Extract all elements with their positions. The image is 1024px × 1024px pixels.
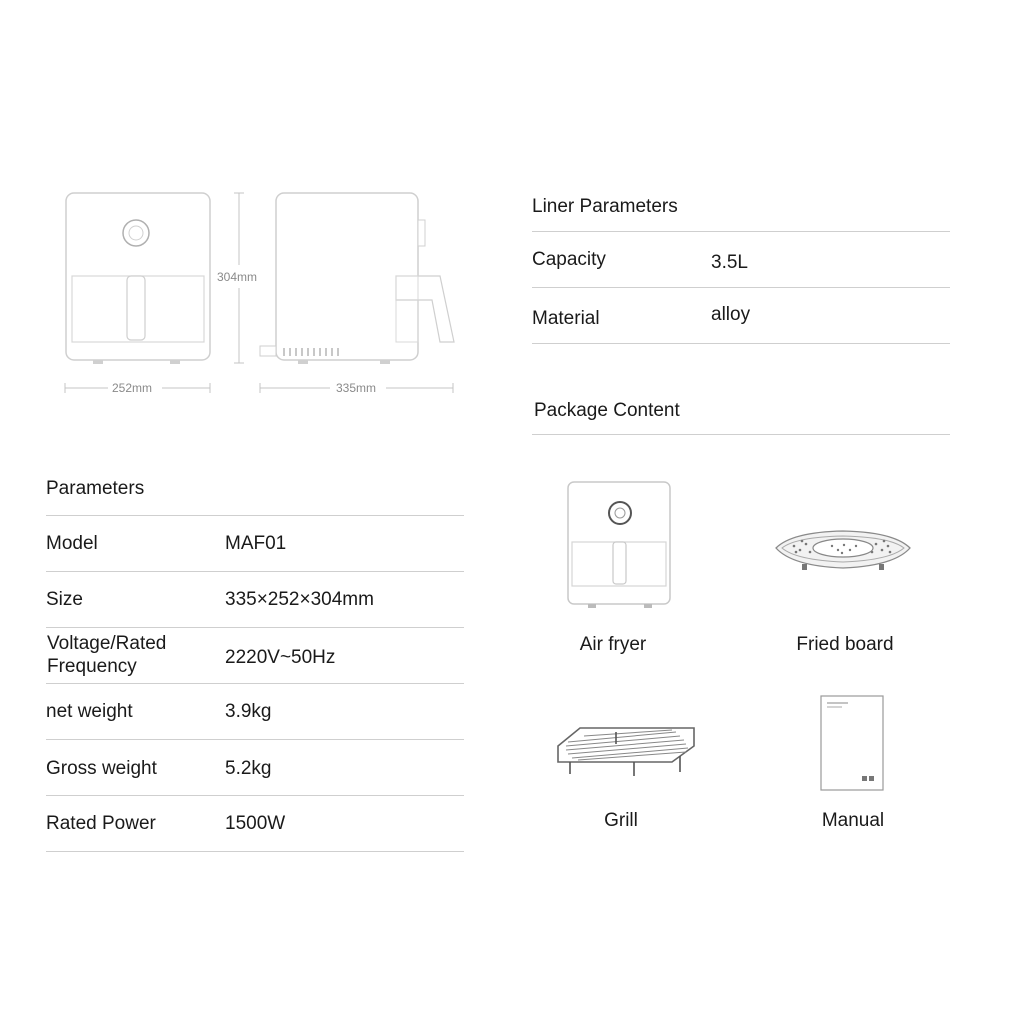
package-item-manual-label: Manual <box>821 810 885 831</box>
divider <box>46 515 464 516</box>
liner-value-capacity: 3.5L <box>711 252 748 273</box>
air-fryer-icon <box>560 476 680 610</box>
param-label-model: Model <box>46 533 98 554</box>
grill-icon <box>554 724 698 780</box>
liner-label-material: Material <box>532 308 600 329</box>
package-item-air-fryer-label: Air fryer <box>579 634 647 655</box>
divider <box>46 739 464 740</box>
divider <box>532 231 950 232</box>
package-content-title: Package Content <box>534 400 680 421</box>
side-width-dimension-label: 335mm <box>336 381 377 395</box>
param-label-voltage: Voltage/Rated Frequency <box>47 633 167 677</box>
param-value-size: 335×252×304mm <box>225 589 374 610</box>
divider <box>46 851 464 852</box>
divider <box>532 434 950 435</box>
front-view-drawing <box>0 0 1024 420</box>
front-width-dimension-label: 252mm <box>112 381 153 395</box>
param-label-size: Size <box>46 589 83 610</box>
package-item-fried-board-label: Fried board <box>796 634 894 655</box>
manual-icon <box>820 695 886 793</box>
param-label-net-weight: net weight <box>46 701 133 722</box>
divider <box>46 627 464 628</box>
divider <box>532 287 950 288</box>
divider <box>46 795 464 796</box>
param-value-net-weight: 3.9kg <box>225 701 272 722</box>
param-value-rated-power: 1500W <box>225 813 286 834</box>
height-dimension-label: 304mm <box>217 270 258 284</box>
param-value-voltage: 2220V~50Hz <box>225 647 336 668</box>
liner-parameters-title: Liner Parameters <box>532 196 678 217</box>
parameters-title: Parameters <box>46 478 145 499</box>
divider <box>46 571 464 572</box>
param-label-rated-power: Rated Power <box>46 813 156 834</box>
liner-label-capacity: Capacity <box>532 249 606 270</box>
package-item-grill-label: Grill <box>604 810 638 831</box>
fried-board-icon <box>772 526 914 574</box>
divider <box>46 683 464 684</box>
param-value-model: MAF01 <box>225 533 287 554</box>
divider <box>532 343 950 344</box>
param-value-gross-weight: 5.2kg <box>225 758 272 779</box>
liner-value-material: alloy <box>711 304 751 325</box>
param-label-gross-weight: Gross weight <box>46 758 157 779</box>
